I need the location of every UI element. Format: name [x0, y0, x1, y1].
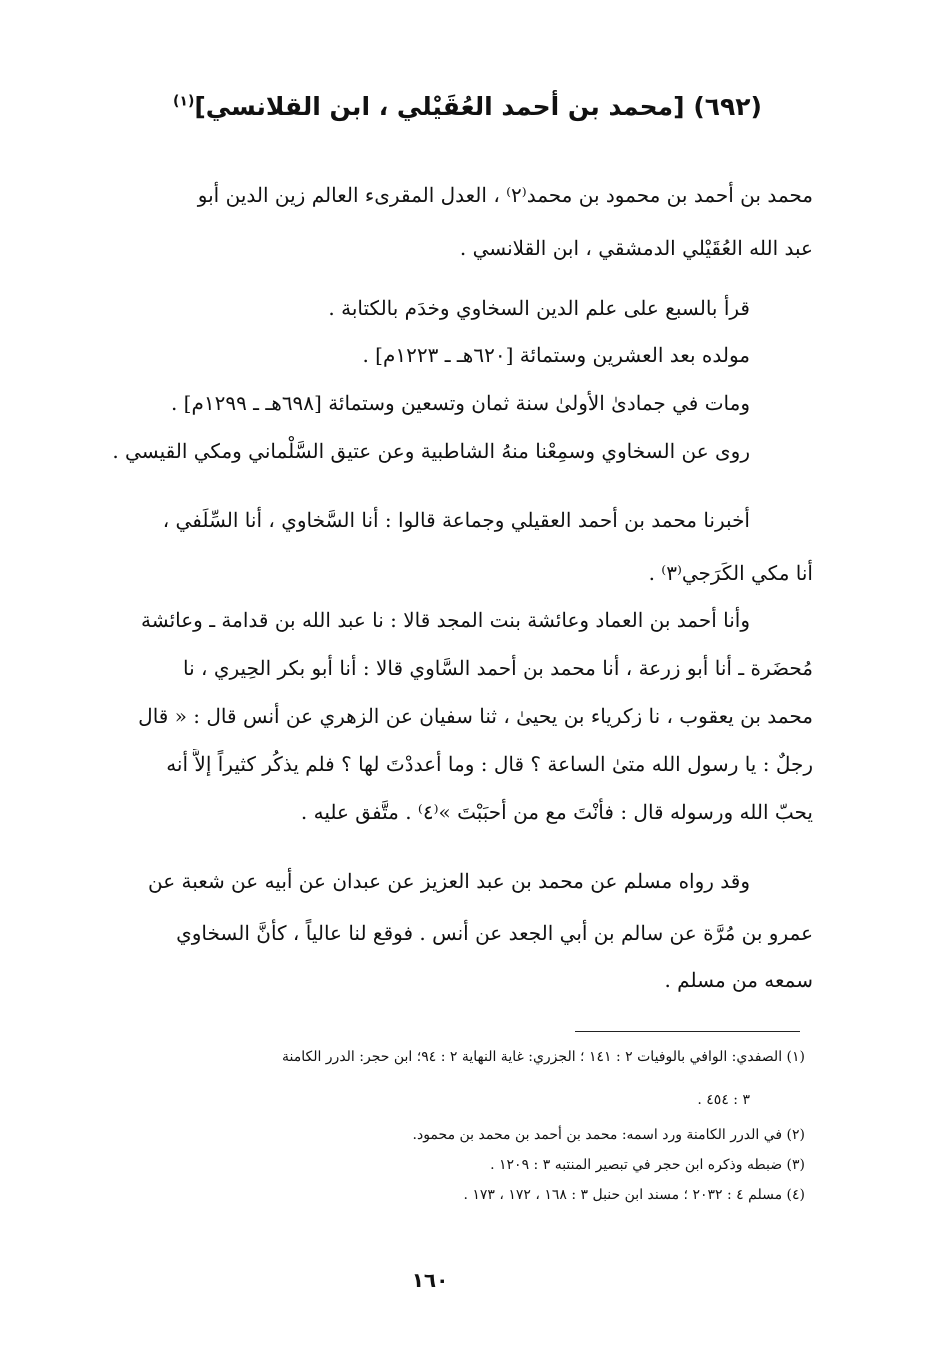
body-line: مُحضَرة ـ أنا أبو زرعة ، أنا محمد بن أحمد السَّاوي قالا : أنا أبو بكر الحِيري ، نا	[183, 656, 813, 680]
body-line: عبد الله العُقَيْلي الدمشقي ، ابن القلانسي .	[459, 236, 813, 260]
body-line: ومات في جمادىٰ الأولىٰ سنة ثمان وتسعين وستمائة [٦٩٨هـ ـ ١٢٩٩م] .	[170, 391, 750, 415]
body-line: وقد رواه مسلم عن محمد بن عبد العزيز عن عبدان عن أبيه عن شعبة عن	[148, 869, 750, 893]
body-line: وأنا أحمد بن العماد وعائشة بنت المجد قالا : نا عبد الله بن قدامة ـ وعائشة	[141, 608, 750, 632]
entry-name: [محمد بن أحمد العُقَيْلي ، ابن القلانسي]	[194, 92, 685, 121]
heading-note-ref: (١)	[173, 93, 195, 110]
footnote: ٣ : ٤٥٤ .	[697, 1092, 750, 1108]
body-line: عمرو بن مُرَّة عن سالم بن أبي الجعد عن أنس . فوقع لنا عالياً ، كأنَّ السخاوي	[176, 921, 813, 945]
body-line: يحبّ الله ورسوله قال : فأنْتَ مع من أحبَبْتَ »⁽٤⁾ . متَّفق عليه .	[300, 800, 813, 824]
entry-number: (٦٩٢)	[693, 92, 762, 121]
footnote: (١) الصفدي: الوافي بالوفيات ٢ : ١٤١ ؛ الجزري: غاية النهاية ٢ : ٩٤؛ ابن حجر: الدرر الكامنة	[281, 1049, 805, 1065]
body-line: أخبرنا محمد بن أحمد العقيلي وجماعة قالوا : أنا السَّخاوي ، أنا السِّلَفي ،	[162, 508, 750, 532]
body-line: محمد بن أحمد بن محمود بن محمد⁽٢⁾ ، العدل المقرىء العالم زين الدين أبو	[197, 183, 813, 207]
entry-heading	[100, 92, 835, 121]
body-line: رجلٌ : يا رسول الله متىٰ الساعة ؟ قال : وما أعددْتَ لها ؟ فلم يذكُر كثيراً إلاَّ أنه	[166, 752, 813, 776]
footnote: (٤) مسلم ٤ : ٢٠٣٢ ؛ مسند ابن حنبل ٣ : ١٦٨ ، ١٧٢ ، ١٧٣ .	[463, 1187, 805, 1203]
footnote: (٣) ضبطه وذكره ابن حجر في تبصير المنتبه ٣ : ١٢٠٩ .	[490, 1157, 805, 1173]
body-line: سمعه من مسلم .	[664, 968, 813, 992]
body-line: قرأ بالسبع على علم الدين السخاوي وخدَم بالكتابة .	[328, 296, 750, 320]
footnote: (٢) في الدرر الكامنة ورد اسمه: محمد بن أحمد بن محمد بن محمود.	[412, 1127, 805, 1143]
body-line: مولده بعد العشرين وستمائة [٦٢٠هـ ـ ١٢٢٣م] .	[362, 343, 750, 367]
body-line: محمد بن يعقوب ، نا زكرياء بن يحيىٰ ، ثنا سفيان عن الزهري عن أنس قال : « قال	[138, 704, 813, 728]
page-number: ١٦٠	[411, 1268, 449, 1292]
body-line: روى عن السخاوي وسمِعْنا منهُ الشاطبية وعن عتيق السَّلْماني ومكي القيسي .	[112, 439, 750, 463]
footnote-separator	[575, 1031, 800, 1032]
body-line: أنا مكي الكَرَجي⁽٣⁾ .	[648, 561, 813, 585]
